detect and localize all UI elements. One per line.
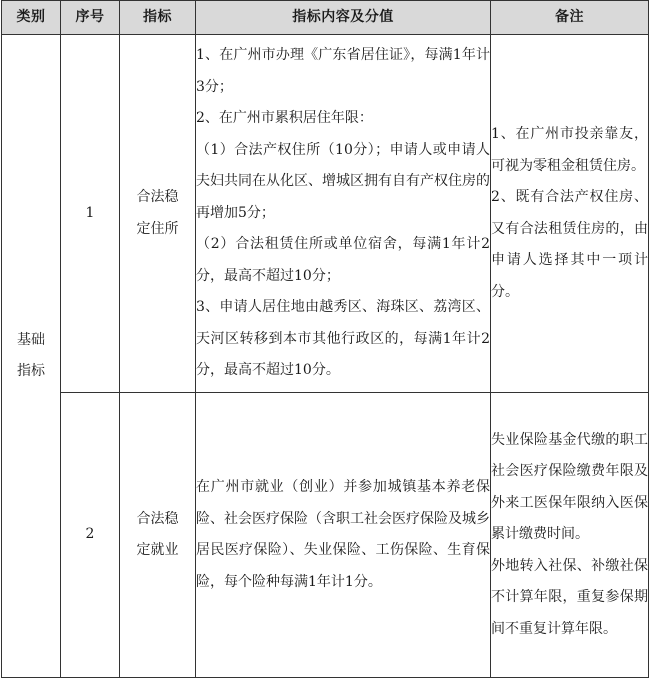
header-remarks: 备注 — [491, 1, 649, 35]
category-cell — [2, 35, 61, 678]
header-indicator: 指标 — [120, 1, 196, 35]
content-text — [196, 472, 490, 598]
indicator-cell — [120, 35, 196, 393]
category-line: 指标 — [17, 363, 45, 379]
indicator-line: 定就业 — [136, 542, 179, 558]
table-header-row — [2, 1, 649, 35]
paragraph: 3、申请人居住地由越秀区、海珠区、荔湾区、天河区转移到本市其他行政区的，每满1年计2分，最高不超过10分。 — [196, 299, 490, 379]
paragraph: 1、在广州市投亲靠友，可视为零租金租赁住房。 — [491, 126, 648, 174]
paragraph: 外地转入社保、补缴社保不计算年限，重复参保期间不重复计算年限。 — [491, 557, 648, 637]
paragraph: （1）合法产权住所（10分）；申请人或申请人夫妇共同在从化区、增城区拥有自有产权住房的再增加5分； — [196, 141, 490, 221]
remarks-cell — [491, 393, 649, 678]
header-number: 序号 — [61, 1, 120, 35]
paragraph: 在广州市就业（创业）并参加城镇基本养老保险、社会医疗保险（含职工社会医疗保险及城乡居民医疗保险）、失业保险、工伤保险、生育保险，每个险种每满1年计1分。 — [196, 479, 490, 590]
content-cell — [196, 35, 491, 393]
row-number: 1 — [61, 35, 120, 393]
header-category: 类别 — [2, 1, 61, 35]
content-text — [196, 40, 490, 387]
paragraph: 2、既有合法产权住房、又有合法租赁住房的，由申请人选择其中一项计分。 — [491, 189, 648, 300]
indicator-cell — [120, 393, 196, 678]
category-line: 基础 — [17, 331, 45, 348]
scoring-table — [1, 0, 649, 678]
indicator-line: 合法稳 — [136, 510, 179, 527]
row-number: 2 — [61, 393, 120, 678]
table-row — [2, 35, 649, 393]
table-row — [2, 393, 649, 678]
indicator-line: 定住所 — [136, 220, 179, 237]
indicator-line: 合法稳 — [136, 189, 179, 205]
paragraph: 失业保险基金代缴的职工社会医疗保险缴费年限及外来工医保年限纳入医保累计缴费时间。 — [491, 431, 648, 543]
paragraph: （2）合法租赁住所或单位宿舍，每满1年计2分，最高不超过10分； — [196, 236, 490, 284]
content-cell — [196, 393, 491, 678]
remarks-cell — [491, 35, 649, 393]
paragraph: 1、在广州市办理《广东省居住证》，每满1年计3分； — [196, 47, 490, 95]
header-content: 指标内容及分值 — [196, 1, 491, 35]
remarks-text — [491, 425, 648, 646]
paragraph: 2、在广州市累积居住年限： — [196, 110, 373, 127]
remarks-text — [491, 119, 648, 308]
